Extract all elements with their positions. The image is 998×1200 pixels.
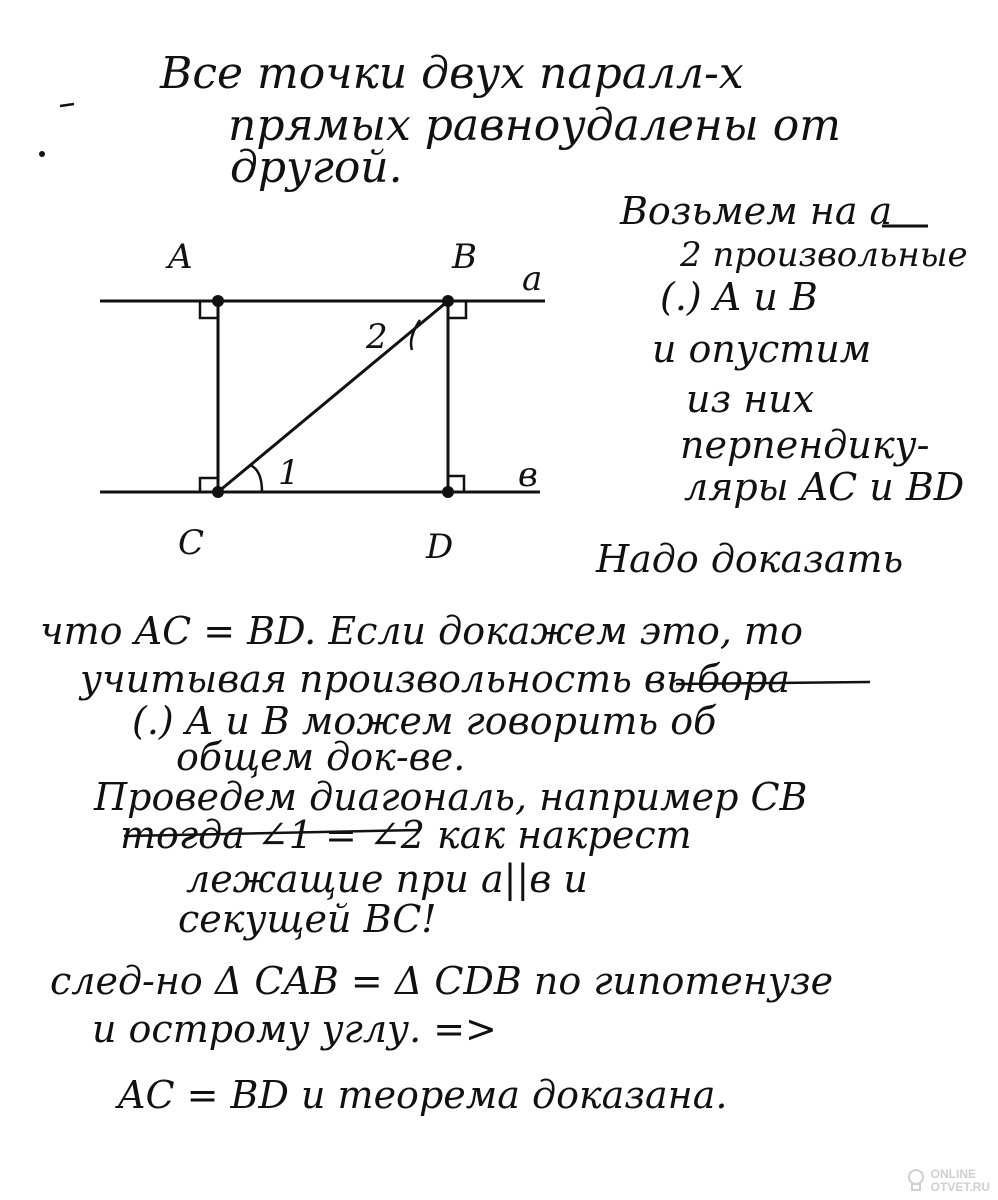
watermark-line-2: OTVET.RU [930, 1180, 990, 1194]
label-A: A [168, 237, 193, 277]
side-note-line-5: из них [686, 377, 815, 421]
angle-arc-1 [250, 465, 262, 492]
statement-line-2: прямых равноудалены от [228, 100, 841, 151]
proof-line-1: что AC = BD. Если докажем это, то [40, 609, 803, 653]
label-line-b: в [518, 455, 538, 495]
strike-mark-left [60, 104, 74, 106]
proof-line-4: общем док-ве. [176, 735, 466, 779]
lightbulb-icon [907, 1168, 925, 1194]
label-line-a: a [522, 259, 543, 299]
watermark [907, 1168, 990, 1194]
watermark-text [931, 1168, 990, 1193]
proof-line-10: и острому углу. => [92, 1007, 497, 1051]
statement-line-3: другой. [230, 142, 403, 193]
proof-line-5: Проведем диагональ, например CB [94, 775, 808, 819]
side-note-line-1: Возьмем на a [620, 189, 893, 233]
label-C: C [178, 523, 205, 563]
point-A [212, 295, 224, 307]
proof-line-3: (.) A и B можем говорить об [132, 699, 717, 743]
need-to-prove: Надо доказать [596, 537, 904, 581]
point-D [442, 486, 454, 498]
proof-line-9: след-но Δ CAB = Δ CDB по гипотенузе [50, 959, 834, 1003]
label-D: D [426, 527, 454, 567]
side-note-line-2: 2 произвольные [680, 235, 968, 275]
watermark-line-1: ONLINE [930, 1167, 976, 1182]
label-angle-2: 2 [366, 317, 388, 357]
proof-line-11: AC = BD и теорема доказана. [118, 1073, 728, 1117]
label-angle-1: 1 [278, 453, 300, 493]
stray-dot [39, 151, 45, 157]
proof-line-7: лежащие при a||в и [186, 857, 588, 901]
side-note-line-4: и опустим [652, 327, 872, 371]
label-B: B [452, 237, 477, 277]
point-B [442, 295, 454, 307]
proof-line-6: тогда ∠1 = ∠2 как накрест [120, 813, 692, 857]
proof-line-2: учитывая произвольность выбора [80, 657, 791, 701]
side-note-line-7: ляры AC и BD [684, 465, 965, 509]
statement-line-1: Все точки двух паралл-х [160, 48, 744, 99]
side-note-line-6: перпендику- [680, 423, 930, 467]
proof-line-8: секущей BC! [178, 897, 437, 941]
side-note-line-3: (.) A и B [660, 275, 818, 319]
point-C [212, 486, 224, 498]
